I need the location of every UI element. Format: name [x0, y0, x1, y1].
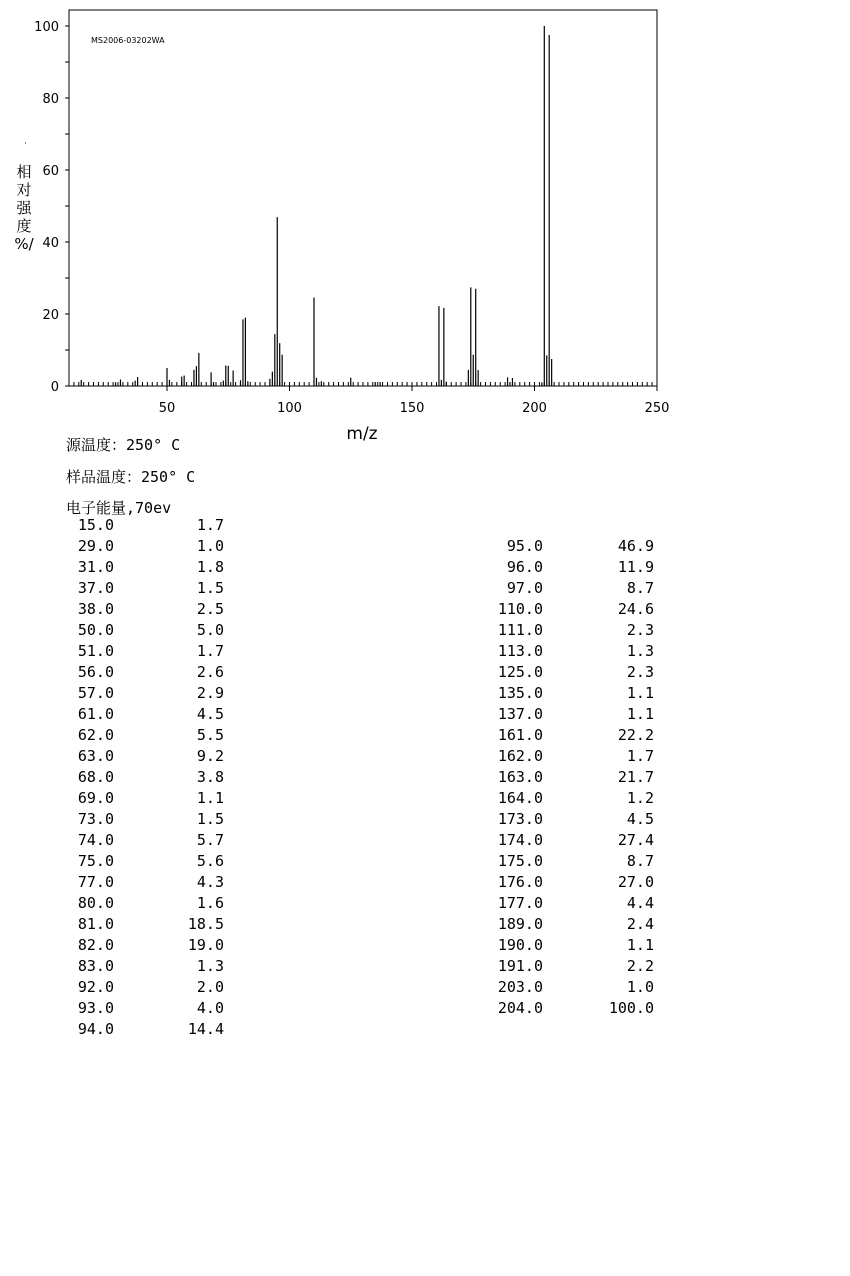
table-row [480, 662, 660, 683]
y-label-char: 强 [16, 199, 32, 217]
mz-value: 61.0 [77, 705, 114, 723]
abundance-value: 1.1 [626, 684, 654, 702]
table-row [480, 557, 660, 578]
table-row [480, 725, 660, 746]
mz-value: 203.0 [497, 978, 543, 996]
abundance-value: 4.5 [196, 705, 224, 723]
mz-value: 75.0 [77, 852, 114, 870]
x-tick-label: 150 [399, 401, 425, 416]
table-row [60, 977, 230, 998]
table-row [60, 641, 230, 662]
table-row [480, 683, 660, 704]
mz-value: 50.0 [77, 621, 114, 639]
table-row [480, 704, 660, 725]
table-row [480, 935, 660, 956]
mz-value: 68.0 [77, 768, 114, 786]
source-temperature: 源温度：250° C [66, 436, 181, 454]
mz-value: 189.0 [497, 915, 543, 933]
table-row [60, 830, 230, 851]
table-row [60, 767, 230, 788]
table-row [480, 599, 660, 620]
x-axis-label: m/z [346, 424, 378, 444]
abundance-value: 1.0 [196, 537, 224, 555]
x-tick-label: 200 [522, 401, 547, 416]
y-axis-dot: · [24, 139, 27, 149]
mz-value: 77.0 [77, 873, 114, 891]
abundance-value: 2.9 [196, 684, 224, 702]
abundance-value: 5.0 [196, 621, 224, 639]
mz-value: 80.0 [77, 894, 114, 912]
mz-value: 56.0 [77, 663, 114, 681]
table-row [480, 914, 660, 935]
mz-value: 177.0 [497, 894, 543, 912]
abundance-value: 1.5 [196, 579, 224, 597]
abundance-value: 2.6 [196, 663, 224, 681]
abundance-value: 27.0 [617, 873, 654, 891]
mz-value: 137.0 [497, 705, 543, 723]
y-axis-ticks [34, 20, 69, 395]
mz-value: 162.0 [497, 747, 543, 765]
x-minor-ticks [74, 382, 657, 386]
abundance-value: 5.5 [196, 726, 224, 744]
table-row [60, 872, 230, 893]
table-row [60, 725, 230, 746]
table-row [60, 578, 230, 599]
sample-temperature: 样品温度：250° C [66, 468, 196, 486]
mz-value: 97.0 [506, 579, 543, 597]
abundance-value: 9.2 [196, 747, 224, 765]
abundance-value: 27.4 [617, 831, 654, 849]
table-row [60, 956, 230, 977]
mz-value: 125.0 [497, 663, 543, 681]
abundance-value: 2.2 [626, 957, 654, 975]
mz-value: 96.0 [506, 558, 543, 576]
y-tick-label: 60 [42, 164, 59, 179]
table-row [60, 809, 230, 830]
electron-energy: 电子能量,70ev [66, 499, 172, 517]
abundance-value: 1.7 [196, 516, 224, 534]
abundance-value: 2.3 [626, 663, 654, 681]
abundance-value: 5.6 [196, 852, 224, 870]
y-label-char: 相 [16, 163, 32, 181]
table-row [480, 641, 660, 662]
abundance-value: 8.7 [626, 852, 654, 870]
mz-value: 113.0 [497, 642, 543, 660]
x-tick-label: 100 [277, 401, 302, 416]
table-row [60, 662, 230, 683]
peak-table-left [60, 515, 230, 1040]
mz-value: 175.0 [497, 852, 543, 870]
abundance-value: 1.6 [196, 894, 224, 912]
table-row [480, 767, 660, 788]
table-row [480, 578, 660, 599]
abundance-value: 3.8 [196, 768, 224, 786]
mz-value: 81.0 [77, 915, 114, 933]
table-row [60, 746, 230, 767]
abundance-value: 2.4 [626, 915, 654, 933]
table-row [60, 515, 230, 536]
abundance-value: 4.5 [626, 810, 654, 828]
abundance-value: 8.7 [626, 579, 654, 597]
abundance-value: 4.0 [196, 999, 224, 1017]
mz-value: 163.0 [497, 768, 543, 786]
y-axis-label [14, 163, 34, 253]
abundance-value: 46.9 [617, 537, 654, 555]
table-row [60, 683, 230, 704]
abundance-value: 22.2 [617, 726, 654, 744]
table-row [480, 536, 660, 557]
table-row [480, 851, 660, 872]
mz-value: 82.0 [77, 936, 114, 954]
y-tick-label: 100 [34, 20, 59, 35]
plot-frame [69, 10, 657, 386]
abundance-value: 4.4 [626, 894, 654, 912]
table-row [480, 998, 660, 1019]
table-row [60, 788, 230, 809]
mz-value: 83.0 [77, 957, 114, 975]
spectrum-peaks [81, 26, 551, 386]
abundance-value: 1.1 [196, 789, 224, 807]
mass-spectrum-chart [0, 0, 850, 450]
abundance-value: 19.0 [187, 936, 224, 954]
y-label-char: 度 [16, 217, 32, 235]
table-row [480, 788, 660, 809]
table-row [60, 998, 230, 1019]
table-row [60, 935, 230, 956]
mz-value: 62.0 [77, 726, 114, 744]
mz-value: 37.0 [77, 579, 114, 597]
table-row [60, 536, 230, 557]
abundance-value: 1.7 [626, 747, 654, 765]
table-row [60, 893, 230, 914]
abundance-value: 1.3 [626, 642, 654, 660]
abundance-value: 24.6 [617, 600, 654, 618]
mz-value: 135.0 [497, 684, 543, 702]
abundance-value: 5.7 [196, 831, 224, 849]
abundance-value: 2.0 [196, 978, 224, 996]
table-row [480, 620, 660, 641]
table-row [480, 872, 660, 893]
mz-value: 51.0 [77, 642, 114, 660]
mz-value: 111.0 [497, 621, 543, 639]
abundance-value: 1.1 [626, 705, 654, 723]
abundance-value: 100.0 [608, 999, 654, 1017]
table-row [480, 830, 660, 851]
table-row [60, 620, 230, 641]
mz-value: 31.0 [77, 558, 114, 576]
mz-value: 29.0 [77, 537, 114, 555]
table-row [60, 1019, 230, 1040]
abundance-value: 1.8 [196, 558, 224, 576]
mz-value: 176.0 [497, 873, 543, 891]
mz-value: 204.0 [497, 999, 543, 1017]
abundance-value: 2.3 [626, 621, 654, 639]
mz-value: 93.0 [77, 999, 114, 1017]
y-label-char: 对 [16, 181, 32, 199]
y-tick-label: 0 [50, 380, 59, 395]
abundance-value: 14.4 [187, 1020, 224, 1038]
mz-value: 110.0 [497, 600, 543, 618]
mz-value: 191.0 [497, 957, 543, 975]
table-row [60, 851, 230, 872]
abundance-value: 21.7 [617, 768, 654, 786]
table-row [480, 746, 660, 767]
y-label-char: %/ [14, 235, 34, 253]
mz-value: 173.0 [497, 810, 543, 828]
mz-value: 15.0 [77, 516, 114, 534]
mz-value: 174.0 [497, 831, 543, 849]
y-tick-label: 20 [42, 308, 59, 323]
abundance-value: 4.3 [196, 873, 224, 891]
mz-value: 38.0 [77, 600, 114, 618]
table-row [480, 809, 660, 830]
table-row [60, 704, 230, 725]
x-axis-ticks [159, 386, 670, 416]
mz-value: 190.0 [497, 936, 543, 954]
abundance-value: 1.5 [196, 810, 224, 828]
mz-value: 94.0 [77, 1020, 114, 1038]
abundance-value: 1.7 [196, 642, 224, 660]
x-tick-label: 250 [644, 401, 670, 416]
abundance-value: 18.5 [187, 915, 224, 933]
table-row [480, 893, 660, 914]
mz-value: 164.0 [497, 789, 543, 807]
table-row [60, 557, 230, 578]
y-tick-label: 80 [42, 92, 59, 107]
sample-id-label: MS2006-03202WA [91, 36, 165, 45]
abundance-value: 1.1 [626, 936, 654, 954]
x-tick-label: 50 [158, 401, 176, 416]
mz-value: 92.0 [77, 978, 114, 996]
mz-value: 73.0 [77, 810, 114, 828]
mz-value: 95.0 [506, 537, 543, 555]
mz-value: 74.0 [77, 831, 114, 849]
table-row [480, 977, 660, 998]
abundance-value: 11.9 [617, 558, 654, 576]
table-row [60, 599, 230, 620]
peak-table-right [480, 536, 660, 1019]
abundance-value: 1.2 [626, 789, 654, 807]
y-tick-label: 40 [42, 236, 59, 251]
abundance-value: 1.3 [196, 957, 224, 975]
table-row [480, 956, 660, 977]
abundance-value: 2.5 [196, 600, 224, 618]
mz-value: 57.0 [77, 684, 114, 702]
table-row [60, 914, 230, 935]
mz-value: 63.0 [77, 747, 114, 765]
abundance-value: 1.0 [626, 978, 654, 996]
mz-value: 69.0 [77, 789, 114, 807]
mz-value: 161.0 [497, 726, 543, 744]
